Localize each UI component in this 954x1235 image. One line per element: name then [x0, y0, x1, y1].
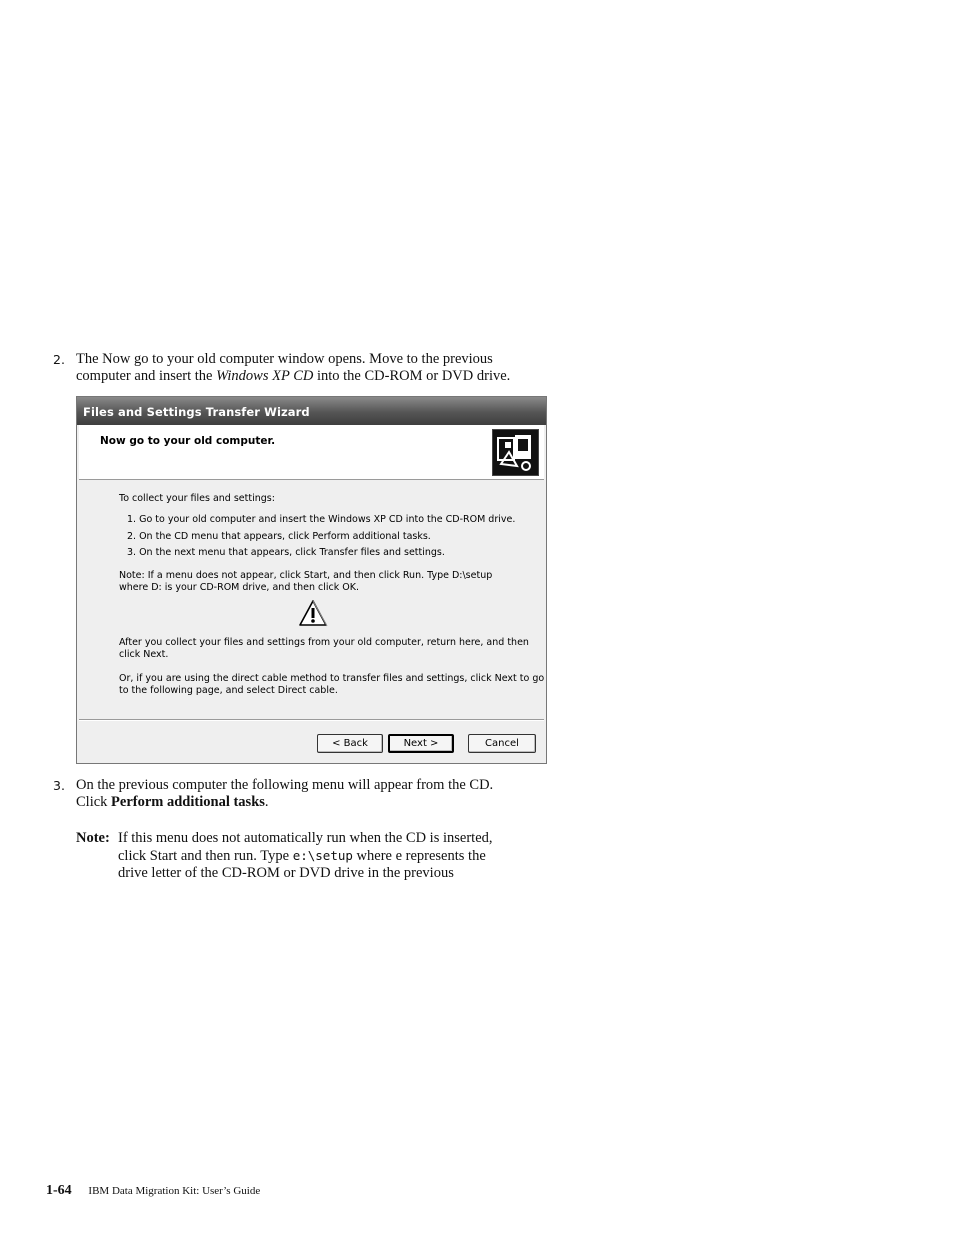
step-3-line-1: On the previous computer the following menu will appear from the CD.	[76, 777, 494, 793]
instructions-intro: To collect your files and settings:	[119, 493, 275, 504]
note-line-1: If this menu does not automatically run when the CD is inserted,	[118, 830, 493, 846]
step-3	[53, 777, 553, 811]
windows-xp-cd-term: Windows XP CD	[216, 368, 314, 384]
instruction-step-2: 2. On the CD menu that appears, click Perform additional tasks.	[127, 531, 431, 542]
note-line-2: click Start and then run. Type e:\setup where e represents the	[118, 848, 486, 864]
instruction-step-3: 3. On the next menu that appears, click Transfer files and settings.	[127, 547, 445, 558]
direct-cable-line-1: Or, if you are using the direct cable method to transfer files and settings, click Next to go	[119, 673, 545, 684]
next-button[interactable]: Next >	[388, 734, 454, 753]
page-number: 1-64	[46, 1183, 72, 1198]
step-2-line-1: The Now go to your old computer window opens. Move to the previous	[76, 351, 493, 367]
note-block	[76, 830, 546, 882]
direct-cable-line-2: to the following page, and select Direct cable.	[119, 685, 338, 696]
note-line-3: drive letter of the CD-ROM or DVD drive in the previous	[118, 865, 454, 881]
wizard-dialog	[76, 396, 547, 764]
dialog-title-bar: Files and Settings Transfer Wizard	[77, 397, 546, 425]
step-number: 3.	[53, 778, 65, 793]
dialog-header-title: Now go to your old computer.	[100, 435, 276, 447]
book-title: IBM Data Migration Kit: User’s Guide	[88, 1185, 261, 1197]
note-label: Note:	[76, 830, 110, 846]
step-2	[53, 351, 553, 385]
perform-additional-tasks-term: Perform additional tasks	[111, 794, 265, 810]
back-button[interactable]: < Back	[317, 734, 383, 753]
dialog-note-line-2: where D: is your CD-ROM drive, and then click OK.	[119, 582, 359, 593]
step-number: 2.	[53, 352, 65, 367]
step-2-line-2: computer and insert the Windows XP CD into the CD-ROM or DVD drive.	[76, 368, 511, 384]
button-divider	[79, 719, 544, 721]
dialog-header	[79, 425, 544, 480]
step-3-line-2: Click Perform additional tasks.	[76, 794, 269, 810]
after-collect-line-2: click Next.	[119, 649, 169, 660]
setup-command: e:\setup	[292, 848, 353, 863]
warning-icon	[298, 599, 328, 631]
cancel-button[interactable]: Cancel	[468, 734, 536, 753]
page-footer	[46, 1183, 260, 1199]
after-collect-line-1: After you collect your files and settings from your old computer, return here, and then	[119, 637, 529, 648]
transfer-wizard-icon	[492, 429, 539, 476]
dialog-note-line-1: Note: If a menu does not appear, click Start, and then click Run. Type D:\setup	[119, 570, 493, 581]
instruction-step-1: 1. Go to your old computer and insert the Windows XP CD into the CD-ROM drive.	[127, 514, 516, 525]
